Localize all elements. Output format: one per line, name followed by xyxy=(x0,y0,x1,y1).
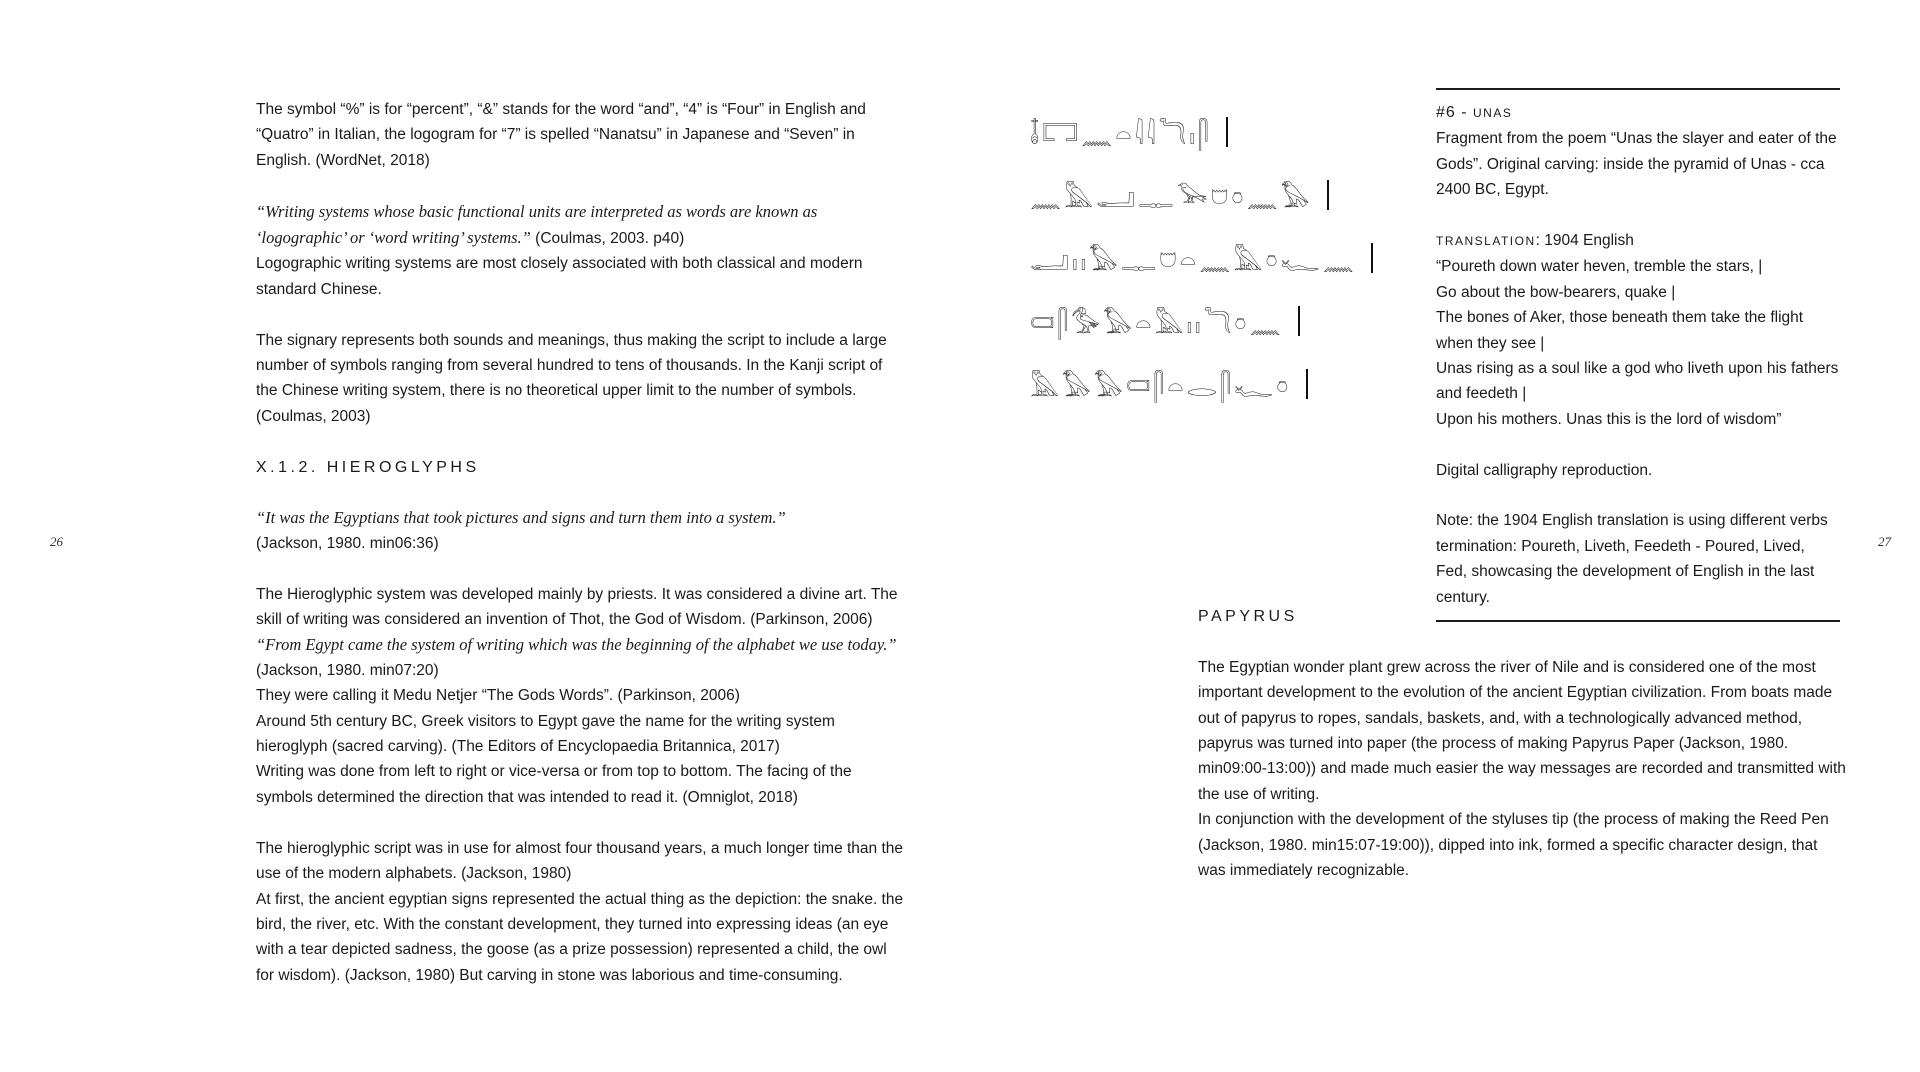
translation-value: : 1904 English xyxy=(1535,232,1634,250)
script-duration-paragraph: The hieroglyphic script was in use for almost four thousand years, a much longer time than the use of the modern alphabets. (Jackson, 1980) xyxy=(256,839,904,883)
left-page-body xyxy=(256,97,906,988)
translation-label: TRANSLATION xyxy=(1436,234,1536,249)
hieroglyph-line xyxy=(1030,289,1373,352)
hieroglyph-text: 𓈖𓅓𓂝𓊃𓅨𓈞𓏌𓈖𓅃 xyxy=(1030,183,1313,214)
hieroglyph-text: 𓍷𓋴𓅜𓅃𓏏𓅓𓏤𓏤𓆓𓏌𓈖 xyxy=(1030,309,1284,340)
writing-direction-paragraph: Writing was done from left to right or vice-versa or from top to bottom. The facing of the symbols determined the direction that was intended to read it. (Omniglot, 2018) xyxy=(256,763,852,806)
signary-paragraph: The signary represents both sounds and meanings, thus making the script to include a large number of symbols ranging from several hundred to tens of thousands. In the Kanji script of the Chinese writing system, there is no theoretical upper limit to the number of symbols. (Coulmas, 2003) xyxy=(256,331,887,425)
hieroglyph-text: 𓅓𓅃𓅃𓍷𓋴𓏏𓂋𓋴𓆑𓏌 xyxy=(1030,372,1292,403)
translation-line: Upon his mothers. Unas this is the lord of wisdom” xyxy=(1436,410,1782,428)
translation-line: “Poureth down water heven, tremble the stars, | xyxy=(1436,258,1763,276)
line-separator xyxy=(1306,369,1308,399)
caption-title xyxy=(1436,100,1840,126)
page-number-right: 27 xyxy=(1878,534,1891,549)
signs-development-paragraph: At first, the ancient egyptian signs represented the actual thing as the depiction: the snake. the bird, the river, etc. With the constant development, they turned into expressing ideas (an eye with a tear depicted sadness, the goose (as a prize possession) represented a child, the owl for wisdom). (Jackson, 1980) But carving in stone was laborious and time-consuming. xyxy=(256,890,904,984)
hieroglyph-line xyxy=(1030,226,1373,289)
translation-label-row xyxy=(1436,228,1840,254)
section-heading-hieroglyphs: X.1.2. HIEROGLYPHS xyxy=(256,458,480,476)
egyptians-quote-citation: (Jackson, 1980. min06:36) xyxy=(256,534,439,552)
egyptians-quote: “It was the Egyptians that took pictures and signs and turn them into a system.” xyxy=(256,508,786,528)
line-separator xyxy=(1298,306,1300,336)
egypt-alphabet-quote: “From Egypt came the system of writing which was the beginning of the alphabet we use today.” xyxy=(256,635,897,655)
line-separator xyxy=(1226,117,1228,147)
hieroglyphic-system-paragraph: The Hieroglyphic system was developed mainly by priests. It was considered a divine art. The skill of writing was considered an invention of Thot, the God of Wisdom. (Parkinson, 2006) xyxy=(256,585,898,629)
hieroglyph-text: 𓄤𓉐𓈖𓏏𓇋𓇋𓆓𓏤𓋴 xyxy=(1030,120,1212,151)
medu-netjer-paragraph: They were calling it Medu Netjer “The Gods Words”. (Parkinson, 2006) xyxy=(256,687,740,705)
logographic-quote-paragraph xyxy=(256,199,906,252)
translation-line: The bones of Aker, those beneath them take the flight when they see | xyxy=(1436,309,1804,352)
reed-pen-paragraph: In conjunction with the development of the styluses tip (the process of making the Reed Pen (Jackson, 1980. min15:07-19:00)), dipped into ink, formed a specific character design, that was immediately recognizable. xyxy=(1198,811,1829,880)
logographic-quote-citation: (Coulmas, 2003. p40) xyxy=(530,230,685,248)
caption-number: #6 - xyxy=(1436,104,1474,121)
papyrus-paragraph: The Egyptian wonder plant grew across the river of Nile and is considered one of the most important development to the evolution of the ancient Egyptian civilization. From boats made out of papyrus to ropes, sandals, baskets, and, with a technologically advanced method, papyrus was turned into paper (the process of making Papyrus Paper (Jackson, 1980. min09:00-13:00)) and made much easier the way messages are recorded and transmitted with the use of writing. xyxy=(1198,658,1846,803)
digital-reproduction-note: Digital calligraphy reproduction. xyxy=(1436,461,1653,479)
papyrus-section xyxy=(1198,604,1848,883)
page-number-left: 26 xyxy=(50,534,63,549)
greek-visitors-paragraph: Around 5th century BC, Greek visitors to Egypt gave the name for the writing system hieroglyph (sacred carving). (The Editors of Encyclopaedia Britannica, 2017) xyxy=(256,712,835,756)
papyrus-heading: PAPYRUS xyxy=(1198,608,1298,625)
hieroglyph-text: 𓂝𓏤𓏤𓅃𓊃𓈞𓏏𓈖𓅓𓏌𓆑𓈖 xyxy=(1030,246,1357,277)
hieroglyph-line xyxy=(1030,100,1373,163)
translation-line: Go about the bow-bearers, quake | xyxy=(1436,283,1676,301)
line-separator xyxy=(1371,243,1373,273)
hieroglyph-line xyxy=(1030,163,1373,226)
hieroglyph-line xyxy=(1030,352,1373,415)
hieroglyph-calligraphy xyxy=(1030,100,1373,415)
caption-fragment: Fragment from the poem “Unas the slayer and eater of the Gods”. Original carving: inside the pyramid of Unas - cca 2400 BC, Egypt. xyxy=(1436,130,1837,199)
intro-paragraph: The symbol “%” is for “percent”, “&” stands for the word “and”, “4” is “Four” in English and “Quatro” in Italian, the logogram for “7” is spelled “Nanatsu” in Japanese and “Seven” in English. (WordNet, 2018) xyxy=(256,101,866,169)
egypt-alphabet-citation: (Jackson, 1980. min07:20) xyxy=(256,661,439,679)
logographic-paragraph: Logographic writing systems are most closely associated with both classical and modern standard Chinese. xyxy=(256,255,863,298)
line-separator xyxy=(1327,180,1329,210)
logographic-quote: “Writing systems whose basic functional units are interpreted as words are known as ‘logographic’ or ‘word writing’ systems.” xyxy=(256,201,818,248)
translation-note: Note: the 1904 English translation is using different verbs termination: Poureth, Liveth, Feedeth - Poured, Lived, Fed, showcasing the development of English in the last century. xyxy=(1436,512,1828,606)
figure-caption xyxy=(1436,88,1840,622)
translation-line: Unas rising as a soul like a god who liveth upon his fathers and feedeth | xyxy=(1436,360,1839,403)
caption-name: UNAS xyxy=(1473,106,1513,120)
